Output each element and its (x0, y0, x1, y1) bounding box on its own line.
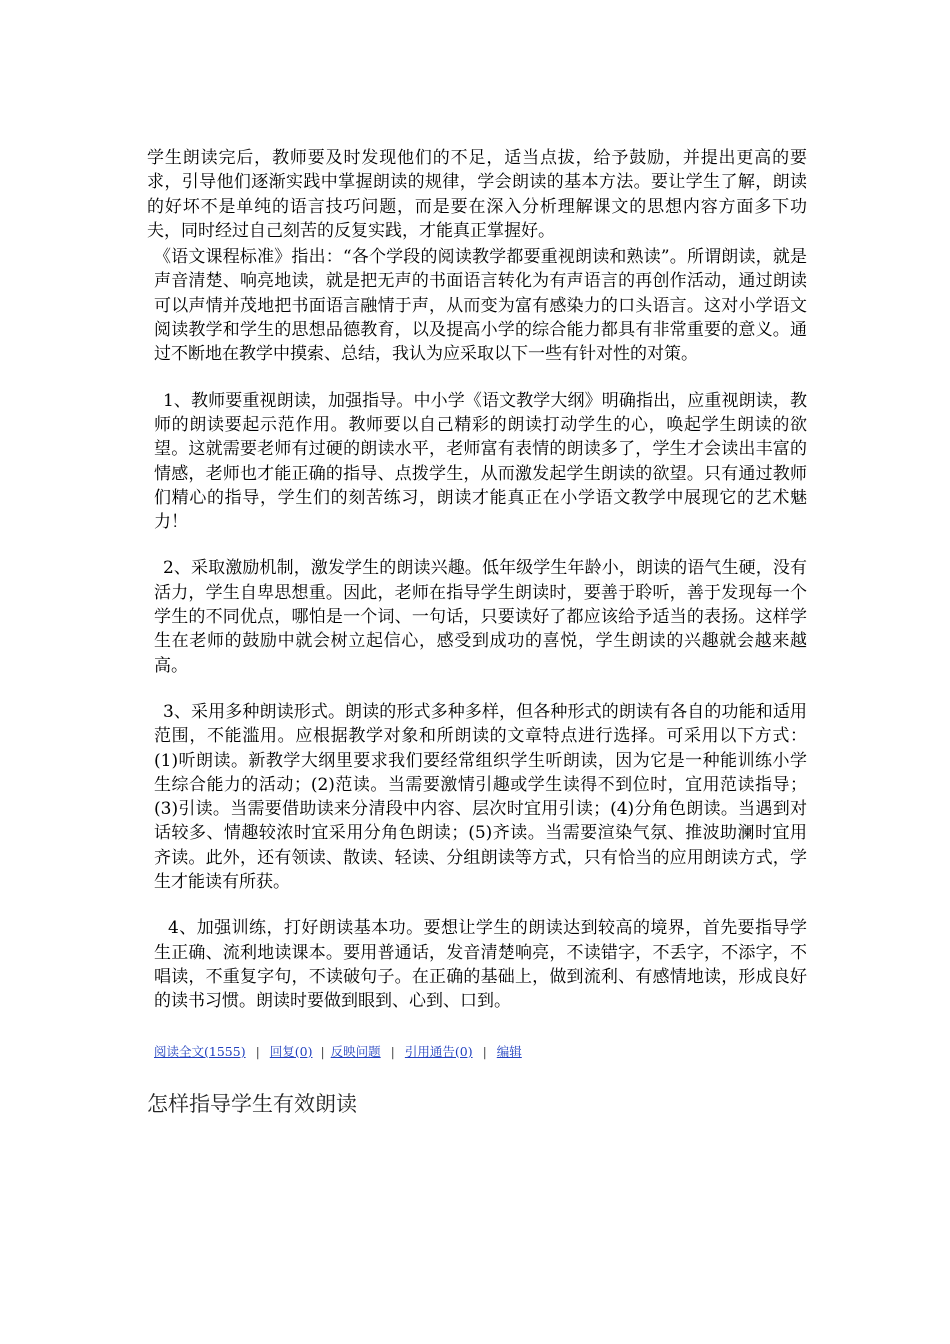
paragraph-item-4: 4、加强训练，打好朗读基本功。要想让学生的朗读达到较高的境界，首先要指导学生正确、流利地读课本。要用普通话，发音清楚响亮，不读错字，不丢字，不添字，不唱读，不重复字句，不读破句子。在正确的基础上，做到流利、有感情地读，形成良好的读书习惯。朗读时要做到眼到、心到、口到。 (154, 918, 807, 1012)
article-body (147, 146, 807, 1118)
paragraph-intro: 学生朗读完后，教师要及时发现他们的不足，适当点拔，给予鼓励，并提出更高的要求，引导他们逐渐实践中掌握朗读的规律，学会朗读的基本方法。要让学生了解，朗读的好坏不是单纯的语言技巧问题，而是要在深入分析理解课文的思想内容方面多下功夫，同时经过自己刻苦的反复实践，才能真正掌握好。 (147, 148, 807, 241)
report-link[interactable]: 反映问题 (330, 1043, 381, 1059)
edit-link[interactable]: 编辑 (496, 1043, 522, 1059)
paragraph-item-3: 3、采用多种朗读形式。朗读的形式多种多样，但各种形式的朗读有各自的功能和适用范围，不能滥用。应根据教学对象和所朗读的文章特点进行选择。可采用以下方式：(1)听朗读。新教学大纲里要求我们要经常组织学生听朗读，因为它是一种能训练小学生综合能力的活动；(2)范读。当需要激情引趣或学生读得不到位时，宜用范读指导；(3)引读。当需要借助读来分清段中内容、层次时宜用引读；(4)分角色朗读。当遇到对话较多、情趣较浓时宜采用分角色朗读；(5)齐读。当需要渲染气氛、推波助澜时宜用齐读。此外，还有领读、散读、轻读、分组朗读等方式，只有恰当的应用朗读方式，学生才能读有所获。 (154, 701, 807, 893)
link-separator: | (390, 1043, 395, 1059)
paragraph-item-1: 1、教师要重视朗读，加强指导。中小学《语文教学大纲》明确指出，应重视朗读，教师的朗读要起示范作用。教师要以自己精彩的朗读打动学生的心，唤起学生朗读的欲望。这就需要老师有过硬的朗读水平，老师富有表情的朗读多了，学生才会读出丰富的情感，老师也才能正确的指导、点拨学生，从而激发起学生朗读的欲望。只有通过教师们精心的指导，学生们的刻苦练习，朗读才能真正在小学语文教学中展现它的艺术魅力！ (154, 390, 807, 533)
paragraph-standard: 《语文课程标准》指出：“各个学段的阅读教学都要重视朗读和熟读”。所谓朗读，就是声音清楚、响亮地读，就是把无声的书面语言转化为有声语言的再创作活动，通过朗读可以声情并茂地把书面语言融情于声，从而变为富有感染力的口头语言。这对小学语文阅读教学和学生的思想品德教育，以及提高小学的综合能力都具有非常重要的意义。通过不断地在教学中摸索、总结，我认为应采取以下一些有针对性的对策。 (154, 247, 807, 365)
read-full-link[interactable]: 阅读全文(1555) (154, 1043, 246, 1059)
trackback-link[interactable]: 引用通告(0) (404, 1043, 473, 1059)
next-article-title: 怎样指导学生有效朗读 (147, 1091, 357, 1116)
post-action-links (147, 1042, 807, 1060)
reply-link[interactable]: 回复(0) (269, 1043, 313, 1059)
link-separator: | (320, 1043, 325, 1059)
link-separator: | (482, 1043, 487, 1059)
link-separator: | (255, 1043, 260, 1059)
paragraph-item-2: 2、采取激励机制，激发学生的朗读兴趣。低年级学生年龄小，朗读的语气生硬，没有活力，学生自卑思想重。因此，老师在指导学生朗读时，要善于聆听，善于发现每一个学生的不同优点，哪怕是一个词、一句话，只要读好了都应该给予适当的表扬。这样学生在老师的鼓励中就会树立起信心，感受到成功的喜悦，学生朗读的兴趣就会越来越高。 (154, 558, 807, 676)
